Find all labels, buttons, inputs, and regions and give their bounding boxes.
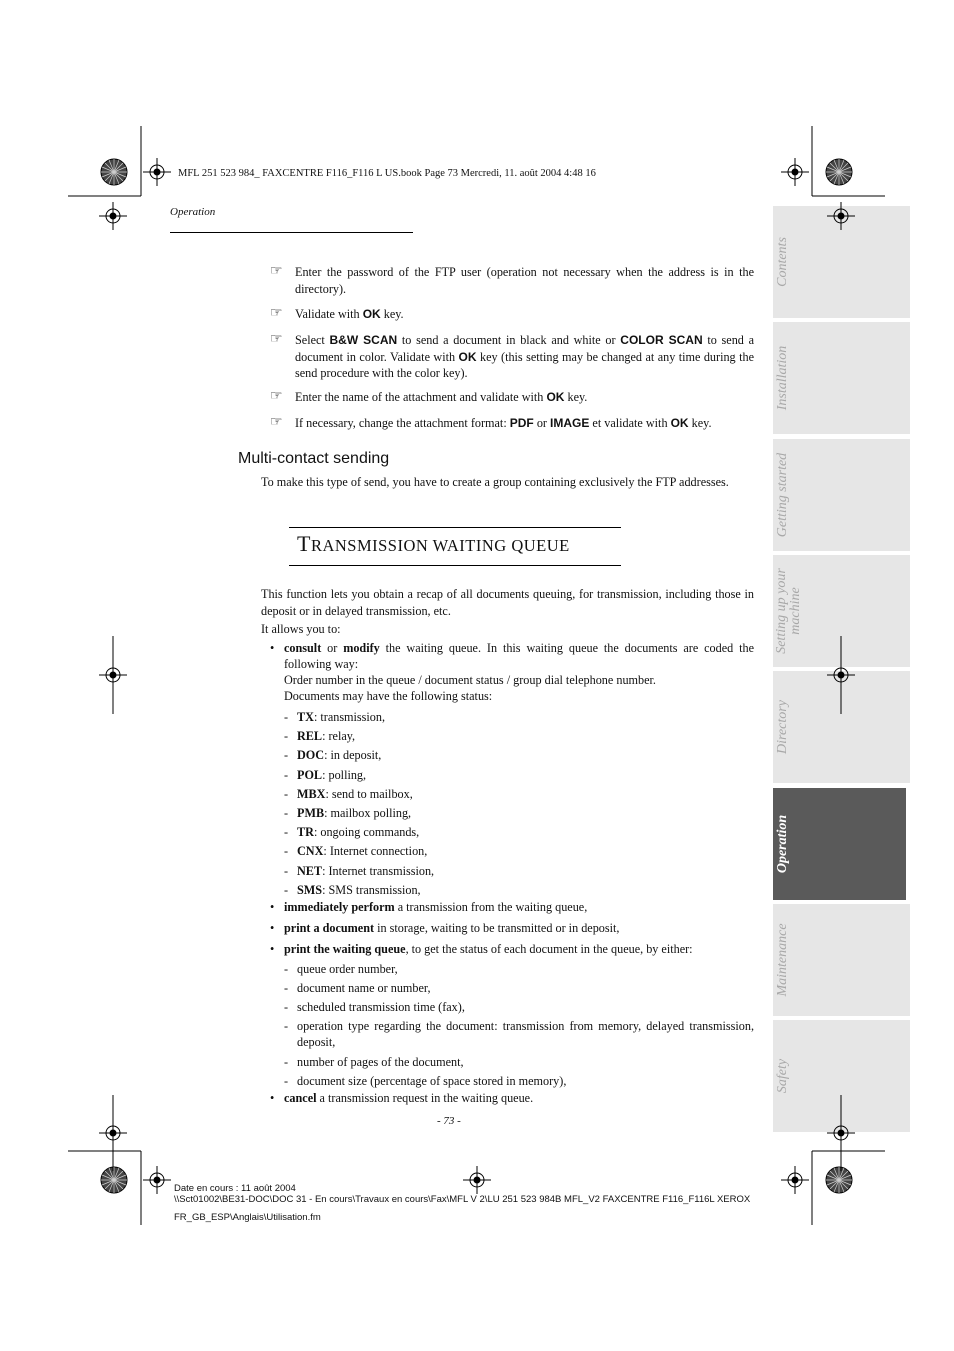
tab-installation[interactable] bbox=[773, 322, 910, 434]
text-print-queue: , to get the status of each document in the queue, by either: bbox=[405, 942, 693, 956]
status-item bbox=[284, 747, 754, 763]
dash-marker: - bbox=[284, 1074, 289, 1088]
key-label: OK bbox=[670, 416, 689, 430]
bullet-immediately bbox=[270, 899, 754, 915]
step-text-part: et validate with bbox=[589, 416, 671, 430]
print-option-text: operation type regarding the document: transmission from memory, delayed transmission, deposit, bbox=[297, 1019, 754, 1049]
status-desc: : Internet connection, bbox=[323, 844, 428, 859]
step-text-part: Enter the password of the FTP user (operation not necessary when the address is in the directory). bbox=[295, 265, 754, 296]
status-text bbox=[297, 882, 754, 898]
status-code: DOC bbox=[297, 748, 325, 763]
tab-maintenance[interactable] bbox=[773, 904, 910, 1016]
print-option-text: document size (percentage of space stored in memory), bbox=[297, 1074, 567, 1088]
tab-label: Installation bbox=[775, 346, 790, 411]
step-text-part: Validate with bbox=[295, 307, 363, 321]
registration-cross-icon bbox=[99, 1119, 127, 1147]
step-text bbox=[295, 389, 754, 406]
key-label: OK bbox=[458, 349, 477, 364]
status-desc: : transmission, bbox=[313, 710, 386, 724]
bold-print-queue: print the waiting queue bbox=[284, 942, 406, 956]
print-option-text: document name or number, bbox=[297, 981, 431, 995]
dash-marker: - bbox=[284, 1000, 289, 1014]
status-text bbox=[297, 767, 754, 783]
bullet-text bbox=[284, 1090, 754, 1106]
step-item bbox=[270, 264, 754, 297]
running-title: Operation bbox=[170, 206, 216, 218]
tab-label: Directory bbox=[775, 700, 790, 755]
step-text-part: or bbox=[533, 416, 551, 430]
pointing-hand-icon: ☞ bbox=[270, 415, 283, 430]
status-code: NET bbox=[297, 863, 323, 878]
section-intro: This function lets you obtain a recap of all documents queuing, for transmission, including those in deposit or in delayed transmission, etc. bbox=[261, 587, 754, 618]
page-number: - 73 - bbox=[437, 1115, 461, 1127]
bullet-text bbox=[284, 640, 754, 704]
print-option-text: number of pages of the document, bbox=[297, 1055, 464, 1069]
status-code: POL bbox=[297, 767, 323, 782]
text-cancel: a transmission request in the waiting queue. bbox=[316, 1091, 534, 1105]
dash-marker: - bbox=[284, 767, 289, 782]
status-desc: : SMS transmission, bbox=[322, 882, 421, 897]
step-text-part: key. bbox=[380, 307, 404, 321]
dash-marker: - bbox=[284, 825, 289, 840]
text-print-document: in storage, waiting to be transmitted or in deposit, bbox=[374, 921, 620, 935]
registration-cross-icon bbox=[143, 1166, 171, 1194]
status-item bbox=[284, 824, 754, 840]
print-option-text: scheduled transmission time (fax), bbox=[297, 1000, 465, 1014]
step-item bbox=[270, 332, 754, 382]
status-text bbox=[297, 863, 754, 879]
status-item bbox=[284, 882, 754, 898]
title-rule-bottom bbox=[289, 565, 621, 566]
registration-cross-icon bbox=[99, 661, 127, 689]
status-code: CNX bbox=[297, 844, 324, 859]
status-code: SMS bbox=[297, 882, 323, 897]
step-item bbox=[270, 389, 754, 406]
bold-consult: consult bbox=[284, 641, 322, 655]
section-title-rest: RANSMISSION WAITING QUEUE bbox=[310, 536, 570, 555]
status-text bbox=[297, 709, 754, 725]
status-item bbox=[284, 786, 754, 802]
multi-contact-text: To make this type of send, you have to create a group containing exclusively the FTP addresses. bbox=[261, 475, 729, 489]
print-option-item bbox=[284, 1073, 754, 1089]
step-item bbox=[270, 415, 754, 432]
bullet-text bbox=[284, 941, 754, 957]
footer-date: Date en cours : 11 août 2004 bbox=[174, 1183, 296, 1194]
status-desc: : relay, bbox=[322, 729, 356, 744]
status-text bbox=[297, 805, 754, 821]
step-text bbox=[295, 264, 754, 297]
dash-marker: - bbox=[284, 1055, 289, 1069]
step-text-part: If necessary, change the attachment format: bbox=[295, 416, 510, 430]
dash-marker: - bbox=[284, 729, 289, 744]
status-desc: : polling, bbox=[322, 767, 367, 782]
bullet-dot: • bbox=[270, 921, 275, 935]
tab-label: Getting started bbox=[775, 452, 790, 537]
tab-label: Maintenance bbox=[775, 923, 790, 997]
registration-sun-icon bbox=[101, 159, 127, 185]
step-text-part: key. bbox=[688, 416, 712, 430]
status-code: MBX bbox=[297, 786, 326, 801]
section-title bbox=[297, 530, 570, 560]
section-title-initial: T bbox=[297, 531, 311, 556]
bullet-dot: • bbox=[270, 900, 275, 914]
bullet-print-queue bbox=[270, 941, 754, 957]
step-text-part: Enter the name of the attachment and validate with bbox=[295, 390, 547, 404]
tab-safety[interactable] bbox=[773, 1020, 910, 1132]
bullet-print-document bbox=[270, 920, 754, 936]
step-text-part: key. bbox=[564, 390, 588, 404]
step-text bbox=[295, 306, 754, 323]
status-text bbox=[297, 843, 754, 859]
key-label: COLOR SCAN bbox=[620, 333, 703, 347]
bullet-text bbox=[284, 899, 754, 915]
footer-file: FR_GB_ESP\Anglais\Utilisation.fm bbox=[174, 1212, 321, 1223]
dash-marker: - bbox=[284, 981, 289, 995]
registration-cross-icon bbox=[781, 1166, 809, 1194]
bullet-dot: • bbox=[270, 641, 275, 655]
bullet-dot: • bbox=[270, 942, 275, 956]
status-item bbox=[284, 767, 754, 783]
dash-marker: - bbox=[284, 786, 289, 801]
text-consult-desc: the waiting queue. In this waiting queue the documents are coded the following way: bbox=[284, 641, 754, 671]
key-label: OK bbox=[362, 307, 381, 321]
print-option-item bbox=[284, 980, 754, 996]
text-status-line: Documents may have the following status: bbox=[284, 689, 493, 703]
pointing-hand-icon: ☞ bbox=[270, 306, 283, 321]
step-text-part: key (this setting may be changed at any time during the send procedure with the color key). bbox=[295, 349, 754, 380]
dash-marker: - bbox=[284, 962, 289, 976]
step-text-part: Select bbox=[295, 333, 330, 347]
tab-label: Safety bbox=[775, 1058, 790, 1094]
bullet-consult bbox=[270, 640, 754, 704]
status-desc: : mailbox polling, bbox=[324, 806, 412, 820]
print-option-item bbox=[284, 1018, 754, 1050]
step-text-part: to send a document in color. Validate with bbox=[295, 333, 755, 364]
status-code: PMB bbox=[297, 806, 325, 820]
status-text bbox=[297, 747, 754, 763]
status-item bbox=[284, 843, 754, 859]
footer-path: \\Sct01002\BE31-DOC\DOC 31 - En cours\Travaux en cours\Fax\MFL V 2\LU 251 523 984B MFL_V2 FAXCENTRE F116_F116L XEROX bbox=[174, 1194, 751, 1205]
pointing-hand-icon: ☞ bbox=[270, 264, 283, 279]
multi-contact-heading: Multi-contact sending bbox=[238, 450, 390, 467]
tab-getting-started[interactable] bbox=[773, 439, 910, 551]
bold-print-document: print a document bbox=[284, 921, 375, 935]
book-info: MFL 251 523 984_ FAXCENTRE F116_F116 L US.book Page 73 Mercredi, 11. août 2004 4:48 16 bbox=[178, 168, 596, 179]
status-desc: : ongoing commands, bbox=[313, 825, 420, 840]
status-code: TR bbox=[297, 825, 314, 840]
step-text bbox=[295, 332, 754, 382]
bold-modify: modify bbox=[343, 641, 380, 655]
print-option-text: queue order number, bbox=[297, 962, 398, 976]
pointing-hand-icon: ☞ bbox=[270, 332, 283, 347]
bullet-text bbox=[284, 920, 754, 936]
tab-operation[interactable] bbox=[773, 788, 906, 900]
registration-cross-icon bbox=[99, 202, 127, 230]
status-desc: : Internet transmission, bbox=[322, 863, 435, 878]
status-desc: : send to mailbox, bbox=[325, 786, 413, 801]
registration-cross-icon bbox=[781, 158, 809, 186]
tab-setting-up-your-machine[interactable] bbox=[773, 555, 910, 667]
tab-label: Operation bbox=[775, 814, 790, 873]
pointing-hand-icon: ☞ bbox=[270, 389, 283, 404]
status-item bbox=[284, 728, 754, 744]
dash-marker: - bbox=[284, 748, 289, 763]
step-item bbox=[270, 306, 754, 323]
step-text-part: to send a document in black and white or bbox=[397, 333, 621, 347]
status-item bbox=[284, 863, 754, 879]
key-label: PDF bbox=[509, 416, 534, 430]
header-rule bbox=[170, 232, 413, 233]
dash-marker: - bbox=[284, 1019, 289, 1033]
key-label: IMAGE bbox=[550, 416, 590, 430]
registration-cross-icon bbox=[143, 158, 171, 186]
status-desc: : in deposit, bbox=[324, 748, 382, 763]
print-option-item bbox=[284, 999, 754, 1015]
tab-contents[interactable] bbox=[773, 206, 910, 318]
status-code: REL bbox=[297, 729, 323, 744]
print-option-item bbox=[284, 961, 754, 977]
tab-label: Contents bbox=[775, 237, 790, 287]
bold-immediately: immediately perform bbox=[284, 900, 395, 914]
registration-sun-icon bbox=[101, 1167, 127, 1193]
print-option-item bbox=[284, 1054, 754, 1070]
dash-marker: - bbox=[284, 710, 289, 724]
text-order-line: Order number in the queue / document status / group dial telephone number. bbox=[284, 673, 656, 687]
dash-marker: - bbox=[284, 882, 289, 897]
dash-marker: - bbox=[284, 844, 289, 859]
text-immediately: a transmission from the waiting queue, bbox=[394, 900, 588, 914]
title-rule-top bbox=[289, 527, 621, 528]
key-label: B&W SCAN bbox=[329, 333, 398, 347]
tab-label: Setting up your machine bbox=[774, 568, 803, 654]
status-text bbox=[297, 824, 754, 840]
status-item bbox=[284, 805, 754, 821]
status-text bbox=[297, 728, 754, 744]
registration-sun-icon bbox=[826, 1167, 852, 1193]
bullet-dot: • bbox=[270, 1091, 275, 1105]
dash-marker: - bbox=[284, 806, 289, 820]
text-or: or bbox=[321, 641, 344, 655]
dash-marker: - bbox=[284, 863, 289, 878]
bullet-cancel bbox=[270, 1090, 754, 1106]
bold-cancel: cancel bbox=[284, 1091, 317, 1105]
step-text bbox=[295, 415, 754, 432]
status-text bbox=[297, 786, 754, 802]
registration-cross-icon bbox=[463, 1166, 491, 1194]
allows-text: It allows you to: bbox=[261, 622, 341, 636]
registration-sun-icon bbox=[826, 159, 852, 185]
tab-directory[interactable] bbox=[773, 671, 910, 783]
status-code: TX bbox=[297, 710, 314, 724]
status-item bbox=[284, 709, 754, 725]
key-label: OK bbox=[546, 390, 565, 404]
